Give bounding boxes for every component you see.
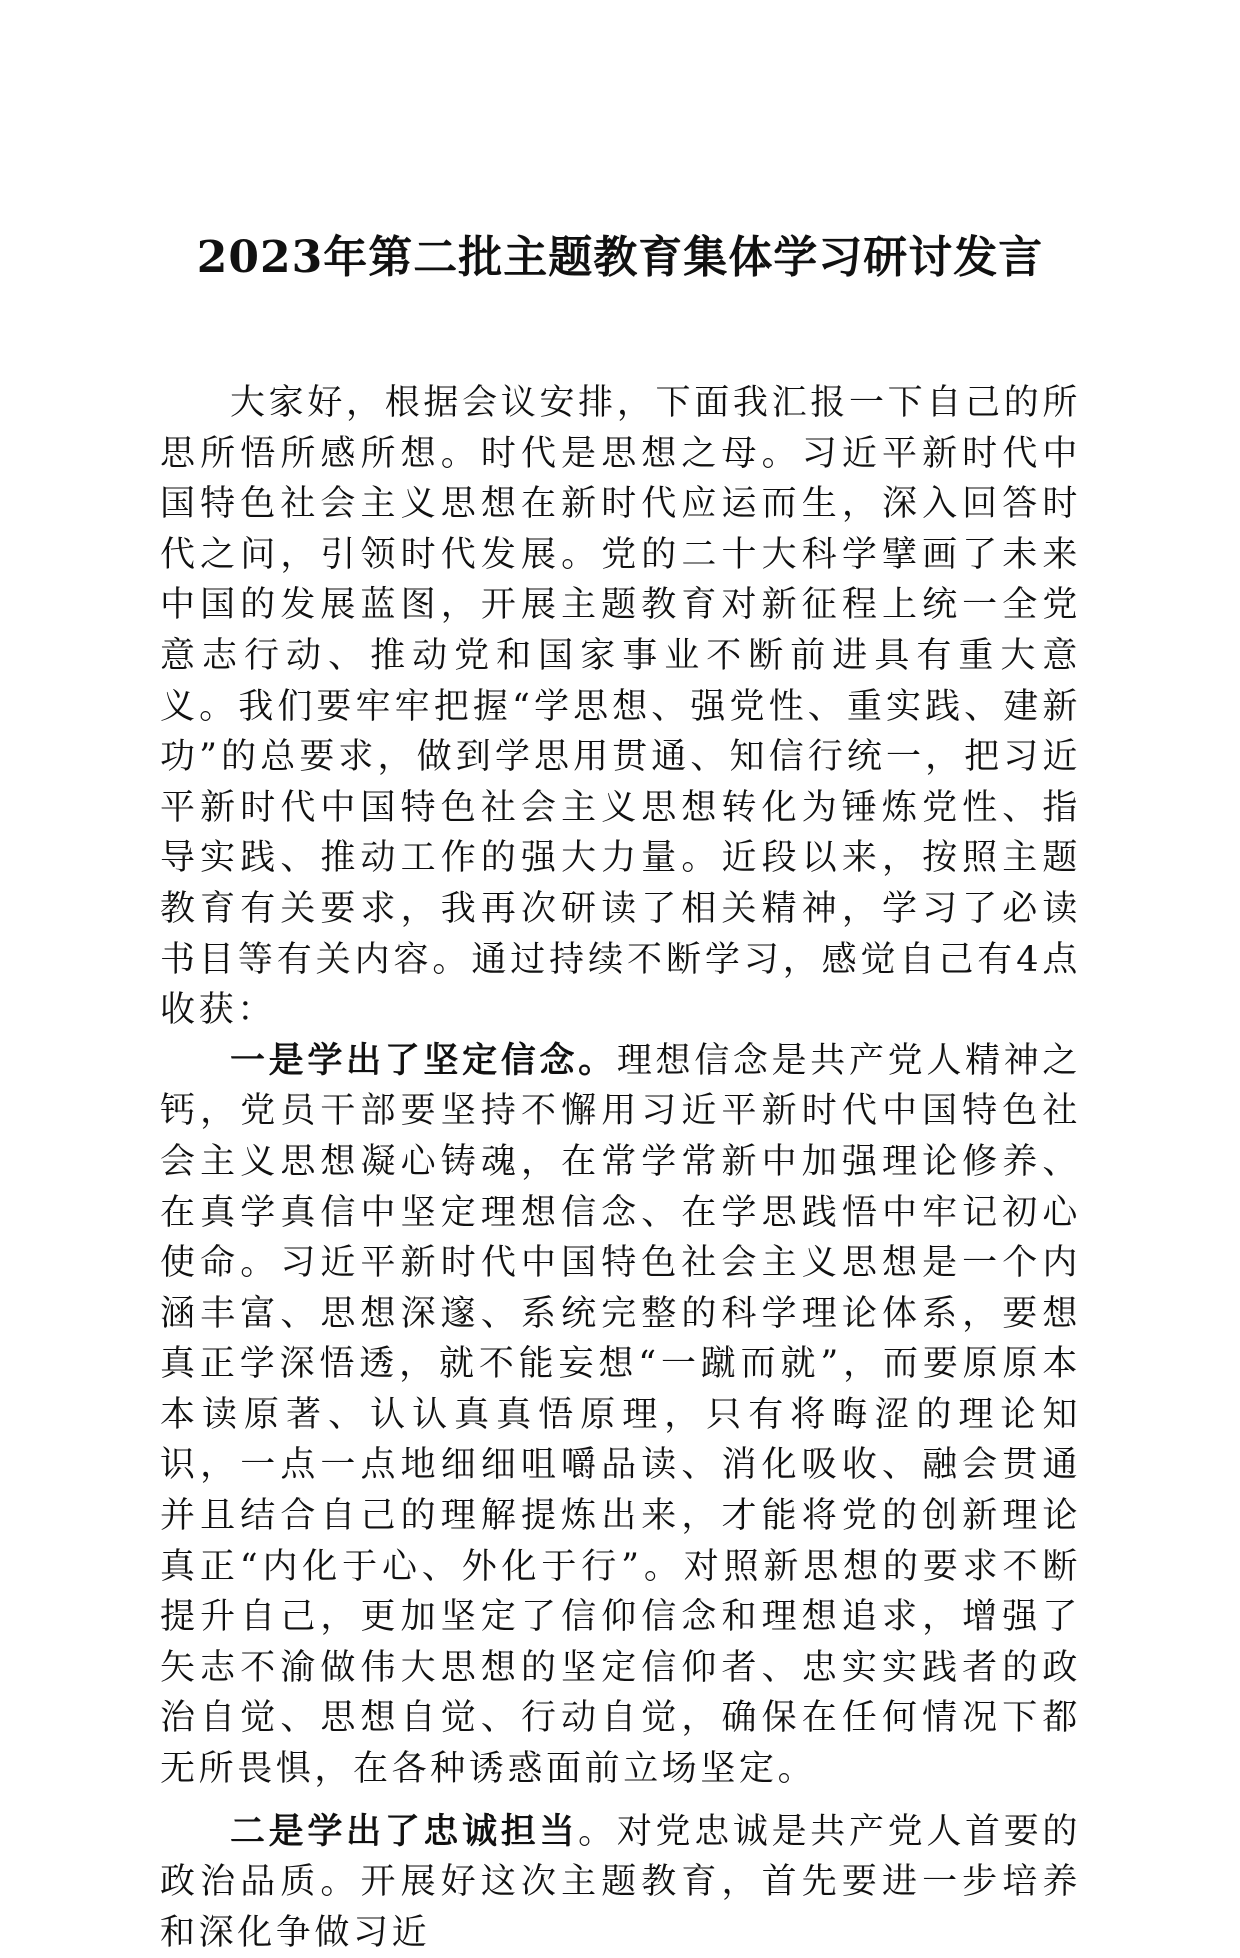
point-one-heading: 一是学出了坚定信念。 bbox=[230, 1039, 617, 1081]
point-two-heading: 二是学出了忠诚担当 bbox=[230, 1810, 579, 1852]
paragraph-point-one bbox=[160, 1036, 1081, 1795]
paragraph-intro-text: 大家好，根据会议安排，下面我汇报一下自己的所思所悟所感所想。时代是思想之母。习近平新时代中国特色社会主义思想在新时代应运而生，深入回答时代之问，引领时代发展。党的二十大科学擘画了未来中国的发展蓝图，开展主题教育对新征程上统一全党意志行动、推动党和国家事业不断前进具有重大意义。我们要牢牢把握“学思想、强党性、重实践、建新功”的总要求，做到学思用贯通、知信行统一，把习近平新时代中国特色社会主义思想转化为锤炼党性、指导实践、推动工作的强大力量。近段以来，按照主题教育有关要求，我再次研读了相关精神，学习了必读书目等有关内容。通过持续不断学习，感觉自己有4点收获： bbox=[160, 383, 1081, 1031]
document-body bbox=[160, 378, 1081, 1958]
point-two-text: 。对党忠诚是共产党人首要的政治品质。开展好这次主题教育，首先要进一步培养和深化争做习近 bbox=[160, 1811, 1081, 1953]
paragraph-intro bbox=[160, 378, 1081, 1036]
point-one-text: 理想信念是共产党人精神之钙，党员干部要坚持不懈用习近平新时代中国特色社会主义思想凝心铸魂，在常学常新中加强理论修养、在真学真信中坚定理想信念、在学思践悟中牢记初心使命。习近平新时代中国特色社会主义思想是一个内涵丰富、思想深邃、系统完整的科学理论体系，要想真正学深悟透，就不能妄想“一蹴而就”，而要原原本本读原著、认认真真悟原理，只有将晦涩的理论知识，一点一点地细细咀嚼品读、消化吸收、融会贯通并且结合自己的理解提炼出来，才能将党的创新理论真正“内化于心、外化于行”。对照新思想的要求不断提升自己，更加坚定了信仰信念和理想追求，增强了矢志不渝做伟大思想的坚定信仰者、忠实实践者的政治自觉、思想自觉、行动自觉，确保在任何情况下都无所畏惧，在各种诱惑面前立场坚定。 bbox=[160, 1040, 1081, 1790]
paragraph-point-two bbox=[160, 1807, 1081, 1958]
document-title: 2023年第二批主题教育集体学习研讨发言 bbox=[196, 232, 1044, 283]
